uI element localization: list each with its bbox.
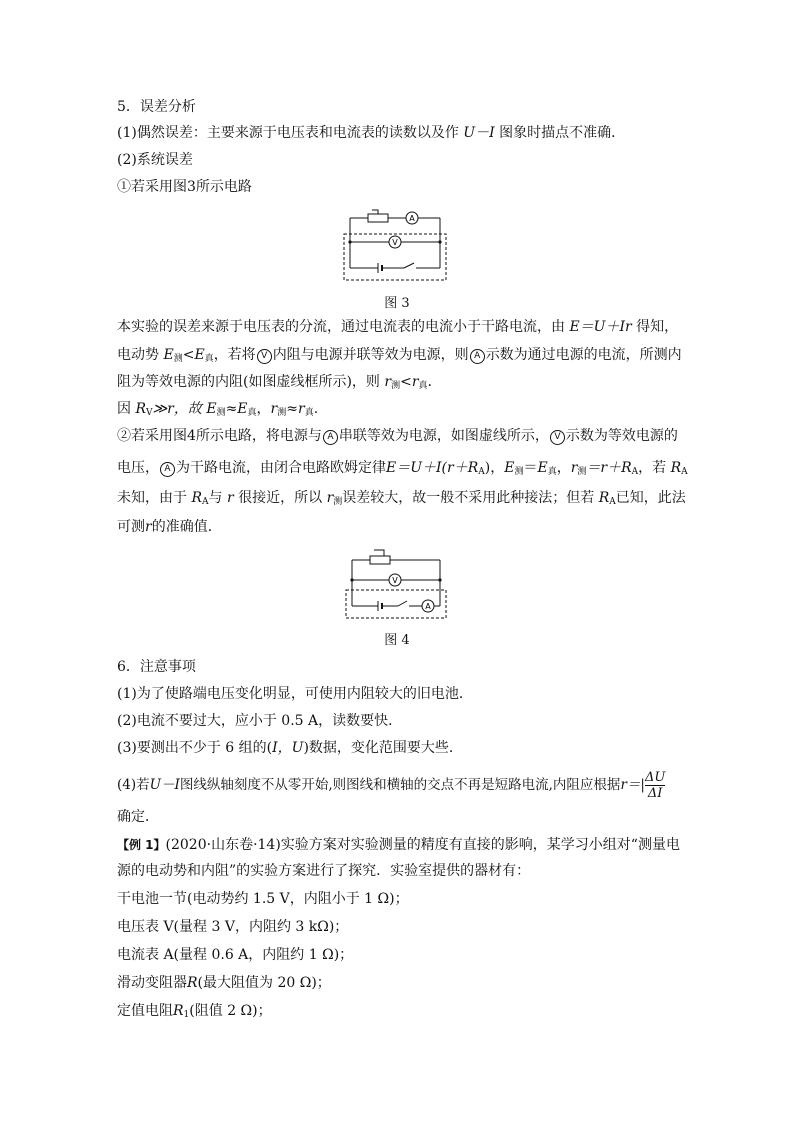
para-b-line-2: 电压， A 为干路电流，由闭合电路欧姆定律$E=U+I(r+R_A)$，$E_测=E_真$，$r_测=r+R_A$，若 $R_A$	[117, 460, 688, 477]
ammeter-icon: A	[323, 430, 338, 445]
figure-3-circuit	[340, 206, 450, 288]
para-b-line-4: 可测r的准确值．	[117, 519, 222, 535]
para-a-line-2: 电动势 $E_测<E_真$，若将 V 内阻与电源并联等效为电源，则 A 示数为通过电源的电流，所测内	[117, 347, 682, 364]
para-a-line-3: 阻为等效电源的内阻(如图虚线框所示)，则 $r_测<r_真$．	[117, 374, 442, 391]
para-a-line-4: 因 $R_V≫r$，故 $E_测\approx E_真$，$r_测\approx r_真$.	[117, 401, 319, 418]
voltmeter-icon: V	[257, 349, 272, 364]
section-5-heading: 5．误差分析	[117, 99, 196, 115]
equipment-voltmeter: 电压表 V(量程 3 V，内阻约 3 kΩ)；	[117, 919, 349, 935]
voltmeter-label: V	[392, 576, 398, 585]
equipment-battery: 干电池一节(电动势约 1.5 V，内阻小于 1 Ω)；	[117, 891, 409, 907]
para-b-line-1: ②若采用图4所示电路，将电源与 A 串联等效为电源，如图虚线所示， V 示数为等效电源的	[117, 428, 678, 444]
example-tag: 【例 1】	[117, 838, 166, 852]
ammeter-label: A	[425, 602, 431, 611]
para-system-error: (2)系统误差	[117, 152, 193, 168]
para-b-line-3: 未知，由于 $R_A$与 r 很接近，所以 $r_测$误差较大，故一般不采用此种接法；但若 $R_A$已知，此法	[117, 490, 686, 507]
equipment-resistor: 定值电阻$R_1$(阻值 2 Ω)；	[117, 1003, 272, 1020]
para-a-line-1: 本实验的误差来源于电压表的分流，通过电流表的电流小于干路电流，由 E＝U＋Ir 得知，	[117, 319, 679, 335]
ammeter-label: A	[409, 214, 415, 223]
note-1: (1)为了使路端电压变化明显，可使用内阻较大的旧电池．	[117, 686, 473, 702]
note-2: (2)电流不要过大，应小于 0.5 A，读数要快．	[117, 713, 403, 729]
note-3: (3)要测出不少于 6 组的(I，U)数据，变化范围要大些．	[117, 740, 463, 756]
section-6-heading: 6．注意事项	[117, 659, 196, 675]
note-4: (4)若U－I图线纵轴刻度不从零开始,则图线和横轴的交点不再是短路电流,内阻应根据r＝| $\frac{\Delta U}{\Delta I}$	[117, 770, 666, 801]
example-line-2: 源的电动势和内阻”的实验方案进行了探究．实验室提供的器材有：	[117, 863, 531, 879]
equipment-rheostat: 滑动变阻器R(最大阻值为 20 Ω)；	[117, 975, 331, 991]
para-fig3-intro: ①若采用图3所示电路	[117, 179, 252, 195]
voltmeter-icon: V	[550, 430, 565, 445]
ammeter-icon: A	[160, 462, 175, 477]
delta-fraction: $\frac{\Delta U}{\Delta I}$	[644, 770, 666, 801]
figure-3-caption: 图 3	[384, 296, 410, 311]
figure-4-caption: 图 4	[384, 633, 410, 648]
example-line-1: 【例 1】(2020·山东卷·14)实验方案对实验测量的精度有直接的影响，某学习小组对“测量电	[117, 837, 680, 853]
ammeter-icon: A	[470, 349, 485, 364]
para-random-error: (1)偶然误差：主要来源于电压表和电流表的读数以及作 U－I 图象时描点不准确．	[117, 125, 626, 141]
note-4-end: 确定．	[117, 809, 159, 825]
figure-4-circuit	[340, 546, 452, 626]
equipment-ammeter: 电流表 A(量程 0.6 A，内阻约 1 Ω)；	[117, 947, 354, 963]
voltmeter-label: V	[392, 238, 398, 247]
